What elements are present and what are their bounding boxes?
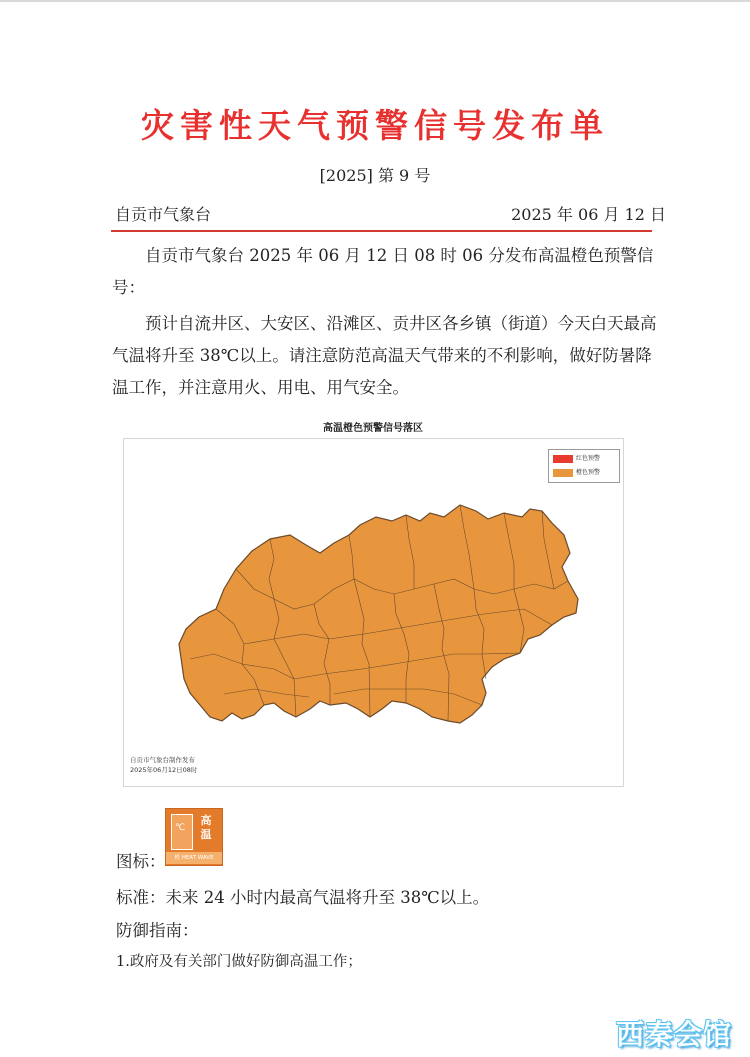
map-credit-issuer: 自贡市气象台制作发布	[130, 756, 195, 764]
icon-label: 图标：	[116, 852, 166, 871]
warning-map	[123, 438, 624, 787]
map-legend	[548, 449, 620, 483]
top-border	[0, 0, 750, 2]
warning-standard: 标准：未来 24 小时内最高气温将升至 38℃以上。	[116, 888, 490, 907]
map-credit-time: 2025年06月12日08时	[130, 766, 198, 774]
legend-swatch-orange	[553, 469, 573, 477]
map-graphic	[124, 439, 623, 786]
defense-guide-item: 1.政府及有关部门做好防御高温工作；	[116, 954, 362, 970]
page-title: 灾害性天气预警信号发布单	[141, 106, 609, 145]
heat-wave-orange-icon	[165, 808, 223, 866]
issuer: 自贡市气象台	[115, 205, 212, 224]
map-title: 高温橙色预警信号落区	[323, 423, 423, 434]
celsius-symbol: ℃	[175, 823, 186, 833]
legend-item-orange: 橙色预警	[553, 468, 600, 478]
map-credit	[130, 755, 197, 775]
site-watermark: 西秦会馆	[616, 1018, 733, 1051]
forecast-paragraph: 预计自流井区、大安区、沿滩区、贡井区各乡镇（街道）今天白天最高气温将升至 38℃以上。请注意防范高温天气带来的不利影响，做好防暑降温工作，并注意用火、用电、用气安全。	[112, 314, 657, 397]
defense-guide-heading: 防御指南：	[116, 921, 199, 940]
legend-item-red: 红色预警	[553, 454, 600, 464]
warning-area-region	[179, 505, 578, 723]
legend-swatch-red	[553, 455, 573, 463]
thermometer-icon	[171, 814, 193, 850]
issue-date: 2025 年 06 月 12 日	[511, 205, 666, 224]
warning-icon-text: 高温	[200, 814, 212, 841]
document-number: [2025] 第 9 号	[319, 166, 431, 185]
announcement-paragraph: 自贡市气象台 2025 年 06 月 12 日 08 时 06 分发布高温橙色预警信号：	[112, 246, 654, 297]
header-divider	[111, 230, 652, 232]
warning-icon-footer: 橙 HEAT WAVE	[166, 852, 222, 864]
